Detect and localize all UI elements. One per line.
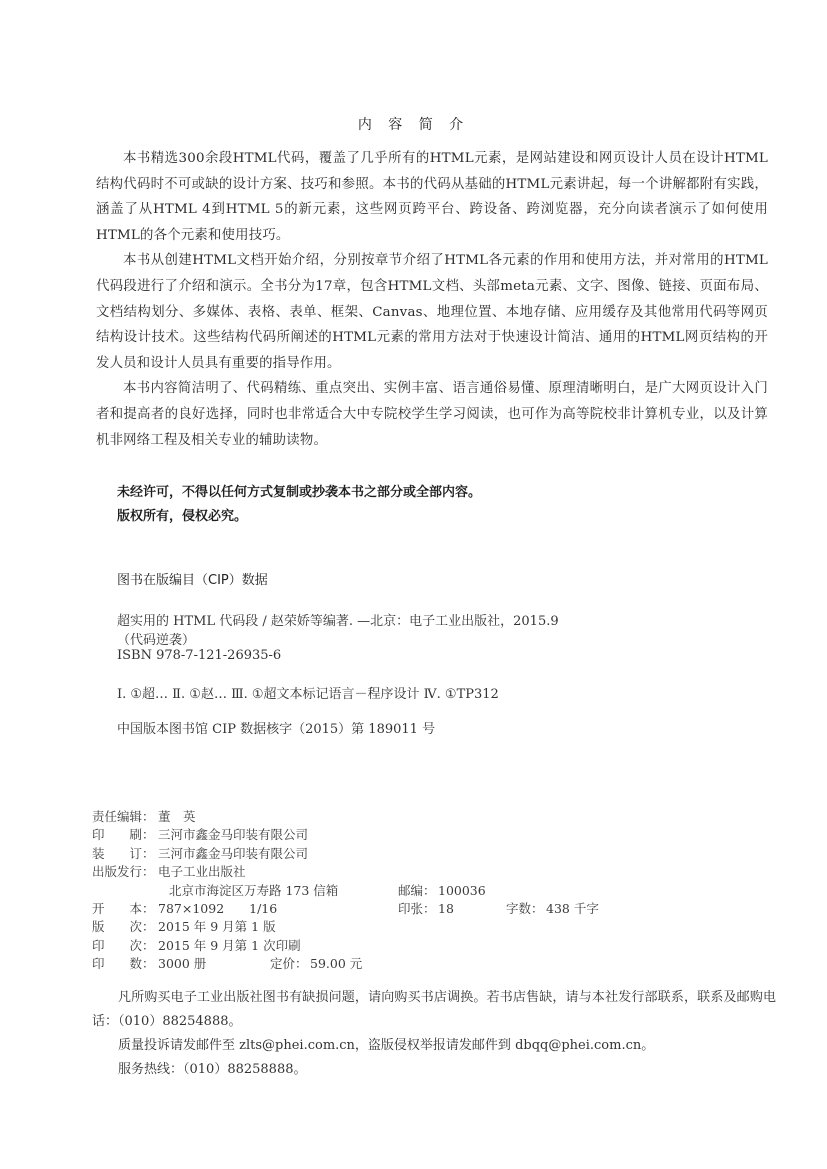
publisher-value: 电子工业出版社 — [158, 864, 246, 880]
cip-isbn: ISBN 978-7-121-26935-6 — [117, 648, 282, 663]
notice-line-1: 未经许可，不得以任何方式复制或抄袭本书之部分或全部内容。 — [117, 485, 482, 500]
impression-value: 2015 年 9 月第 1 次印刷 — [158, 937, 301, 953]
postcode-value: 100036 — [438, 882, 486, 898]
format-value: 787×1092 1/16 — [158, 900, 278, 916]
sheets-value: 18 — [438, 900, 454, 916]
bind-value: 三河市鑫金马印装有限公司 — [158, 845, 309, 861]
print-label: 印 刷： — [92, 827, 155, 843]
intro-paragraph-2: 本书从创建HTML文档开始介绍，分别按章节介绍了HTML各元素的作用和使用方法，并对常用的HTML代码段进行了介绍和演示。全书分为17章，包含HTML文档、头部meta元素、文字、图像、链接、页面布局、文档结构划分、多媒体、表格、表单、框架、Canvas、地理位置、本地存储、应用缓存及其他常用代码等网页结构设计技术。这些结构代码所阐述的HTML元素的常用方法对于快速设计简洁、通用的HTML网页结构的开发人员和设计人员具有重要的指导作用。 — [96, 253, 768, 371]
sheets-label: 印张： — [398, 900, 436, 916]
notice-line-2: 版权所有，侵权必究。 — [117, 509, 248, 524]
postcode-label: 邮编： — [398, 882, 436, 898]
copies-value: 3000 册 — [158, 956, 207, 972]
intro-section — [96, 146, 768, 453]
footer-section — [92, 986, 776, 1082]
price-value: 59.00 元 — [310, 956, 363, 972]
edition-value: 2015 年 9 月第 1 版 — [158, 919, 276, 935]
copies-label: 印 数： — [92, 956, 155, 972]
cip-record-number: 中国版本图书馆 CIP 数据核字（2015）第 189011 号 — [117, 722, 436, 737]
words-value: 438 千字 — [546, 900, 599, 916]
footer-return-policy: 凡所购买电子工业出版社图书有缺损问题，请向购买书店调换。若书店售缺，请与本社发行部联系，联系及邮购电话：（010）88254888。 — [92, 990, 776, 1029]
print-value: 三河市鑫金马印装有限公司 — [158, 827, 309, 843]
bind-label: 装 订： — [92, 845, 155, 861]
impression-label: 印 次： — [92, 937, 155, 953]
publisher-label: 出版发行： — [92, 864, 155, 880]
intro-paragraph-3: 本书内容简洁明了、代码精练、重点突出、实例丰富、语言通俗易懂、原理清晰明白，是广大网页设计入门者和提高者的良好选择，同时也非常适合大中专院校学生学习阅读，也可作为高等院校非计算机专业，以及计算机非网络工程及相关专业的辅助读物。 — [96, 381, 768, 448]
intro-paragraph-1: 本书精选300余段HTML代码，覆盖了几乎所有的HTML元素，是网站建设和网页设计人员在设计HTML结构代码时不可或缺的设计方案、技巧和参照。本书的代码从基础的HTML元素讲起，每一个讲解都附有实践，涵盖了从HTML 4到HTML 5的新元素，这些网页跨平台、跨设备、跨浏览器，充分向读者演示了如何使用HTML的各个元素和使用技巧。 — [96, 151, 768, 243]
cip-bibliographic-line: 超实用的 HTML 代码段 / 赵荣娇等编著. —北京：电子工业出版社，2015.9 — [117, 614, 559, 629]
words-label: 字数： — [506, 900, 544, 916]
footer-complaint-emails: 质量投诉请发邮件至 zlts@phei.com.cn，盗版侵权举报请发邮件到 dbqq@phei.com.cn。 — [118, 1038, 655, 1053]
editor-label: 责任编辑： — [92, 809, 155, 824]
cip-classification: Ⅰ. ①超… Ⅱ. ①赵… Ⅲ. ①超文本标记语言－程序设计 Ⅳ. ①TP312 — [117, 687, 499, 702]
editor-value: 董 英 — [158, 809, 196, 824]
address-value: 北京市海淀区万寿路 173 信箱 — [169, 882, 339, 898]
intro-title: 内 容 简 介 — [357, 117, 470, 133]
format-label: 开 本： — [92, 900, 155, 916]
price-label: 定价： — [270, 956, 308, 972]
edition-label: 版 次： — [92, 919, 155, 935]
cip-series: （代码逆袭） — [117, 633, 196, 648]
copyright-notice — [117, 481, 481, 529]
footer-service-hotline: 服务热线：（010）88258888。 — [118, 1062, 307, 1077]
cip-heading: 图书在版编目（CIP）数据 — [117, 573, 268, 588]
